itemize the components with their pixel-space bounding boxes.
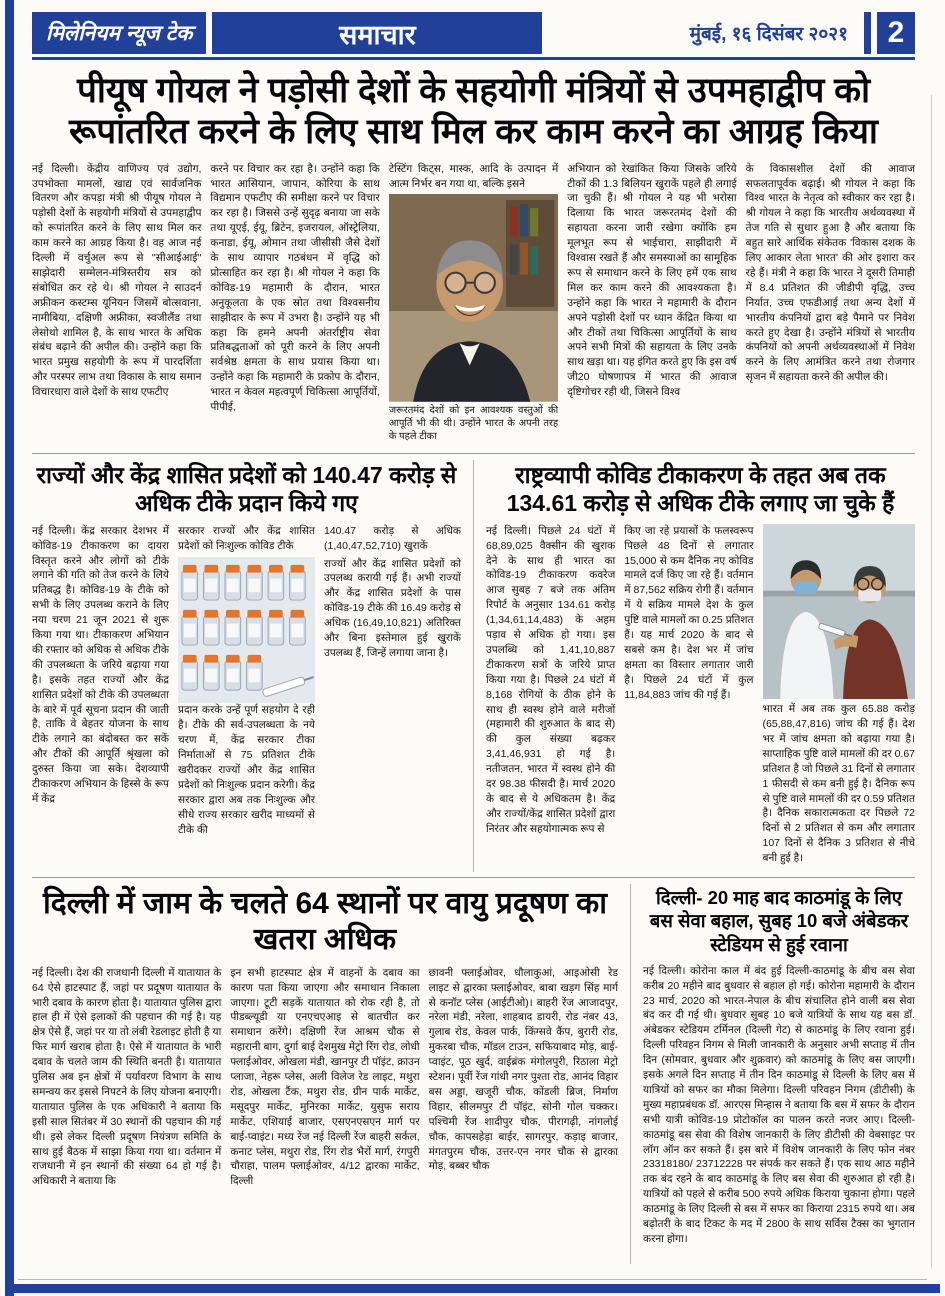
page-header <box>32 12 915 54</box>
supply-figures: 140.47 करोड़ से अधिक (1,40,47,52,710) खुराकें <box>324 524 461 552</box>
left-border-stripe <box>5 0 14 1296</box>
vertical-divider <box>473 460 474 872</box>
bottom-thin-rule <box>18 1279 927 1280</box>
lead-column-4: अभियान को रेखांकित किया जिसके जरिये टीकों की 1.3 बिलियन खुराकें पहले ही लगाई जा चुकी हैं। श्री गोयल ने यह भी भरोसा दिलाया कि भारत जरूरतमंद देशों की सहायता करना जारी रखेगा क्योंकि हम मूलभूत रूप से भाईचारा, साझीदारी में विश्वास रखते हैं और समस्याओं का सामूहिक रूप से समाधान करने के लिए हमें एक साथ मिल कर काम करने की आवश्यकता है। उन्होंने कहा कि भारत ने महामारी के दौरान अपने पड़ोसी देशों पर ध्यान केंद्रित किया था और टीकों तथा चिकित्सा आपूर्तियों के साथ अपने सभी मित्रों की सहायता के लिए उनके साथ खड़ा था। यह इंगित करते हुए कि इस वर्ष जी20 घोषणापत्र में भारत की आवाज दृष्टिगोचर रही थी, जिसने विश्व <box>567 162 737 399</box>
lead-headline: पीयूष गोयल ने पड़ोसी देशों के सहयोगी मंत्रियों से उपमहाद्वीप को रूपांतरित करने के लिए साथ मिल कर काम करने का आग्रह किया <box>69 71 878 152</box>
page-number-divider <box>864 12 871 54</box>
vaccine-supply-body <box>32 524 461 872</box>
piyush-goyal-photo <box>389 194 558 402</box>
middle-section <box>32 453 915 872</box>
right-edge-rule <box>931 95 932 1268</box>
coverage-column-2: किए जा रहे प्रयासों के फलस्वरूप पिछले 48 दिनों से लगातार 15,000 से कम दैनिक नए कोविड मामले दर्ज किए जा रहे हैं। वर्तमान में 87,562 सक्रिय रोगी हैं। वर्तमान में ये सक्रिय मामले देश के कुल पुष्टि वाले मामलों का 0.25 प्रतिशत हैं। यह मार्च 2020 के बाद से सबसे कम है। देश भर में जांच क्षमता का विस्तार लगातार जारी है। पिछले 24 घंटों में कुल 11,84,883 जांच की गई हैं। <box>624 524 754 701</box>
vaccination-coverage-body <box>486 524 915 872</box>
traffic-column-1: नई दिल्ली। देश की राजधानी दिल्ली में यातायात के 64 ऐसे हाटस्पाट हैं, जहां पर प्रदूषण यातायात के भारी दबाव के कारण होता है। यातायात पुलिस द्वारा हाल ही में ऐसे इलाकों की पहचान की गई है। यह क्षेत्र ऐसे हैं, जहां पर या तो लंबी रेडलाइट होती है या फिर मार्ग खराब होता है। ऐसे में यातायात के भारी दबाव के चलते जाम की स्थिति बनती है। यातायात पुलिस अब इन क्षेत्रों में पर्यावरण विभाग के साथ समन्वय कर इससे निपटने के लिए योजना बनाएगी। यातायात पुलिस के एक अधिकारी ने बताया कि इसी साल सितंबर में 30 स्थानों की पहचान की गई थी। इसे लेकर दिल्ली प्रदूषण नियंत्रण समिति के साथ हुई बैठक में साझा किया गया था। वर्तमान में राजधानी में इन स्थानों की संख्या 64 हो गई है। अधिकारी ने बताया कि <box>32 966 222 1188</box>
dateline: मुंबई, १६ दिसंबर २०२१ <box>689 24 848 45</box>
section-title: समाचार <box>212 12 542 54</box>
supply-column-3-bottom: राज्यों और केंद्र शासित प्रदेशों को उपलब्ध करायी गई हैं। अभी राज्यों और केंद्र शासित प्रदेशों के पास कोविड-19 टीके की 16.49 करोड़ से अधिक (16,49,10,821) अतिरिक्त और बिना इस्तेमाल हुई खुराकें उपलब्ध हैं, जिन्हें लगाया जाना है। <box>324 557 461 659</box>
bottom-section <box>32 877 915 1264</box>
coverage-column-1: नई दिल्ली। पिछले 24 घंटों में 68,89,025 वैक्सीन की खुराक देने के साथ ही भारत का कोविड-19 टीकाकरण कवरेज आज सुबह 7 बजे तक अंतिम रिपोर्ट के अनुसार 134.61 करोड़ (1,34,61,14,483) के अहम पड़ाव से अधिक हो गया। इस उपलब्धि को 1,41,10,887 टीकाकरण सत्रों के जरिये प्राप्त किया गया है। पिछले 24 घंटों में 8,168 रोगियों के ठीक होने के साथ ही स्वस्थ होने वाले मरीजों (महामारी की शुरुआत के बाद से) की कुल संख्या बढ़कर 3,41,46,931 हो गई है। नतीजतन, भारत में स्वस्थ होने की दर 98.38 फीसदी है। मार्च 2020 के बाद से ये अधिकतम है। केंद्र और राज्यों/केंद्र शासित प्रदेशों द्वारा निरंतर और सहयोगात्मक रूप से <box>486 524 616 835</box>
vaccine-supply-headline: राज्यों और केंद्र शासित प्रदेशों को 140.47 करोड़ से अधिक टीके प्रदान किये गए <box>36 461 457 516</box>
header-rule <box>32 57 915 60</box>
kathmandu-bus-article <box>643 884 915 1264</box>
kathmandu-bus-body: नई दिल्ली। कोरोना काल में बंद हुई दिल्ली-काठमांडू के बीच बस सेवा करीब 20 महीने बाद बुधवार से बहाल हो गई। कोरोना महामारी के दौरान 23 मार्च, 2020 को भारत-नेपाल के बीच संचालित होने वाली बस सेवा बंद कर दी गई थी। बुधवार सुबह 10 बजे यात्रियों के साथ यह बस डॉ. अंबेडकर स्टेडियम टर्मिनल (दिल्ली गेट) से काठमांडू के लिए रवाना हुई। दिल्ली परिवहन निगम से मिली जानकारी के अनुसार अभी सप्ताह में तीन दिन (सोमवार, बुधवार और शुक्रवार) को काठमांडू के लिए बस जाएगी। इसके अगले दिन सप्ताह में तीन दिन काठमांडू से दिल्ली के लिए बस में यात्रियों को सफर का मौका मिलेगा। दिल्ली परिवहन निगम (डीटीसी) के मुख्य महाप्रबंधक डॉ. आरएस मिन्हास ने बताया कि बस में सफर के दौरान सभी यात्री कोविड-19 प्रोटोकॉल का पालन करते नजर आए। दिल्ली-काठमांडू बस सेवा की विशेष जानकारी के लिए डीटीसी की वेबसाइट पर लॉग ऑन कर सकते हैं। इस बारे में विशेष जानकारी के लिए फोन नंबर 23318180/ 23712228 पर संपर्क कर सकते हैं। एक साथ आठ महीने तक बंद रहने के बाद काठमांडू के लिए बस सेवा की शुरुआत हो रही है। यात्रियों को पहले से करीब 500 रुपये अधिक किराया चुकाना होगा। पहले काठमांडू के लिए दिल्ली से बस में सफर का किराया 2315 रुपये था। अब बढ़ोतरी के बाद टिकट के मद में 2800 के साथ सर्विस टैक्स का भुगतान करना होगा। <box>643 964 915 1246</box>
lead-column-1: नई दिल्ली। केंद्रीय वाणिज्य एवं उद्योग, उपभोक्ता मामलों, खाद्य एवं सार्वजनिक वितरण और कपड़ा मंत्री श्री पीयूष गोयल ने पड़ोसी देशों के सहयोगी मंत्रियों से उपमहाद्वीप को रूपांतरित करने के लिए साथ मिल कर काम करने का आग्रह किया है। वह आज नई दिल्ली में वर्चुअल रूप से ''सीआईआई'' साझेदारी सम्मेलन-मंत्रिस्तरीय सत्र को संबोधित कर रहे थे। श्री गोयल ने साउदर्न अफ्रीकन कस्टम्स यूनियन जिसमें बोत्सवाना, नामीबिया, दक्षिणी अफ्रीका, स्वजीलैंड तथा लेसोथो शामिल है, के साथ भारत के अधिक संबंध बढ़ाने की अपील की। उन्होंने कहा कि भारत प्रमुख सहयोगी के रूप में पारदर्शिता और परस्पर लाभ तथा विकास के साथ समान विचारधारा वाले देशों के साथ एफटीए <box>32 162 202 399</box>
kathmandu-bus-headline: दिल्ली- 20 माह बाद काठमांडू के लिए बस सेवा बहाल, सुबह 10 बजे अंबेडकर स्टेडियम से हुई रवाना <box>649 886 909 956</box>
supply-column-2-top: सरकार राज्यों और केंद्र शासित प्रदेशों को निःशुल्क कोविड टीके <box>178 524 315 552</box>
traffic-pollution-body <box>32 966 618 1264</box>
lead-column-3-top-text: टेस्टिंग किट्स, मास्क, आदि के उत्पादन में आत्म निर्भर बन गया था, बल्कि इसने <box>388 162 559 190</box>
supply-column-1: नई दिल्ली। केंद्र सरकार देशभर में कोविड-19 टीकाकरण का दायरा विस्तृत करने और लोगों को टीके लगाने की गति को तेज करने के लिये प्रतिबद्ध है। कोविड-19 के टीके को सभी के लिए उपलब्ध कराने के लिए नया चरण 21 जून 2021 से शुरू किया गया था। टीकाकरण अभियान की रफ्तार को अधिक से अधिक टीके की उपलब्धता के जरिये बढ़ाया गया है। इसके तहत राज्यों और केंद्र शासित प्रदेशों को टीके की उपलब्धता के बारे में पूर्व सूचना प्रदान की जाती है, ताकि वे बेहतर योजना के साथ टीके लगाने का बंदोबस्त कर सकें और टीकों की आपूर्ति श्रृंखला को दुरुस्त किया जा सके। देशव्यापी टीकाकरण अभियान के हिस्से के रूप में केंद्र <box>32 524 169 805</box>
vaccination-coverage-headline: राष्ट्रव्यापी कोविड टीकाकरण के तहत अब तक 134.61 करोड़ से अधिक टीके लगाए जा चुके हैं <box>506 461 895 516</box>
vertical-divider <box>630 884 631 1264</box>
page-number: 2 <box>877 12 915 54</box>
bottom-border-stripe <box>5 1284 940 1293</box>
vaccine-vials-photo <box>178 557 315 704</box>
supply-column-2 <box>178 524 315 872</box>
lead-column-2: करने पर विचार कर रहा है। उन्होंने कहा कि भारत आसियान, जापान, कोरिया के साथ विद्यमान एफटीए की समीक्षा करने पर विचार कर रहा है। जिससे उन्हें सुदृढ़ बनाया जा सके तथा यूएई, ईयू, ब्रिटेन, इजरायल, ऑस्ट्रेलिया, कनाडा, ईयू, ओमान तथा जीसीसी जैसे देशों के साथ व्यापार गठबंधन में वृद्धि को प्रोत्साहित कर रहा है। श्री गोयल ने कहा कि कोविड-19 महामारी के दौरान, भारत अनुकूलता के एक स्रोत तथा विश्वसनीय साझीदार के रूप में उभरा है। उन्होंने यह भी कहा कि हमने अपनी अंतर्राष्ट्रीय सेवा प्रतिबद्धताओं को पूरी करने के लिए अपनी सर्वश्रेष्ठ क्षमता के साथ प्रयास किया था। उन्होंने कहा कि महामारी के प्रकोप के दौरान, भारत न केवल महत्वपूर्ण चिकित्सा आपूर्तियों, पीपीई, <box>210 162 380 414</box>
supply-column-3 <box>324 524 461 872</box>
lead-column-5: के विकासशील देशों की आवाज सफलतापूर्वक बढ़ाई। श्री गोयल ने कहा कि विश्व भारत के नेतृत्व को स्वीकार कर रहा है। श्री गोयल ने कहा कि भारतीय अर्थव्यवस्था में तेज गति से सुधार हुआ है और बताया कि बहुत सारे आर्थिक संकेतक 'विकास दशक के लिए आकार लेता भारत' की ओर इशारा कर रहे हैं। मंत्री ने कहा कि भारत ने दूसरी तिमाही में 8.4 प्रतिशत की जीडीपी वृद्धि, उच्च निर्यात, उच्च एफडीआई तथा अन्य देशों में भारतीय कंपनियों द्वारा बड़े पैमाने पर निवेश करते हुए देखा है। उन्होंने मंत्रियों से भारतीय कंपनियों को अपनी अर्थव्यवस्थाओं में निवेश करने के लिए आमंत्रित करने तथा रोजगार सृजन में सहायता करने की अपील की। <box>745 162 915 384</box>
lead-photo-caption: जरूरतमंद देशों को इन आवश्यक वस्तुओं की आपूर्ति भी की थी। उन्होंने भारत के अपनी तरह के पहले टीका <box>388 405 559 442</box>
page-content <box>32 12 915 1264</box>
vaccination-session-photo <box>763 524 916 699</box>
traffic-pollution-headline: दिल्ली में जाम के चलते 64 स्थानों पर वायु प्रदूषण का खतरा अधिक <box>43 886 607 956</box>
lead-column-3 <box>389 162 558 448</box>
newspaper-name: मिलेनियम न्यूज टेक <box>32 12 206 54</box>
traffic-pollution-article <box>32 884 618 1264</box>
vaccine-supply-article <box>32 460 461 872</box>
traffic-column-2: इन सभी हाटस्पाट क्षेत्र में वाहनों के दबाव का कारण पता किया जाएगा और समाधान निकाला जाएगा। टूटी सड़कें यातायात को रोक रही है, तो पीडब्ल्यूडी या एनएचएआइ से बातचीत कर समाधान करेंगे। दक्षिणी रेंज आश्रम चौक से महारानी बाग, दुर्गा बाई देशमुख मेट्रो रिंग रोड, लोधी फ्लाईओवर, ओखला मंडी, खानपुर टी पॉइंट, क्राउन प्लाजा, नेहरू प्लेस, अली विलेज रेड लाइट, मथुरा रोड, ओखला टैंक, मथुरा रोड, ग्रीन पार्क मार्केट, मसूदपुर मार्केट, मुनिरका मार्केट, युसुफ सराय मार्केट, एशियाई बाजार, एसएनएसएन मार्ग पर बाई-प्वाइंट। मध्य रेंज नई दिल्ली रेंज बाहरी सर्कल, कनाट प्लेस, मथुरा रोड, रिंग रोड भैरों मार्ग, रंगपुरी चौराहा, पालम फ्लाईओवर, 4/12 द्वारका मार्केट, दिल्ली <box>230 966 420 1188</box>
coverage-column-3 <box>763 524 916 872</box>
traffic-column-3: छावनी फ्लाईओवर, धौलाकुआं, आइओसी रेड लाइट से द्वारका फ्लाईओवर, बाबा खड़ग सिंह मार्ग से कनॉट प्लेस (आईटीओ)। बाहरी रेंज आजादपुर, नरेला मंडी, नरेला, शाहबाद डायरी, रोड नंबर 43, गुलाब रोड, केवल पार्क, किंग्सवे कैंप, बुरारी रोड, मुकरबा चौक, मॉडल टाउन, सफियाबाद मोड़, बाई-प्वाइंट, पूठ खुर्द, वाईब्रंक मंगोलपुरी, रिठाला मेट्रो स्टेशन। पूर्वी रेंज गांधी नगर पुश्ता रोड, आनंद विहार बस अड्डा, खजूरी चौक, कोंडली ब्रिज, निर्माण विहार, सीलमपुर टी पॉइंट, सोनी गोल चक्कर। पश्चिमी रेंज शादीपुर चौक, पीरागढ़ी, नांगलोई चौक, कापसहेड़ा बाईर, सागरपुर, कड़ाइ बाजार, मंगतपुरम चौक, उत्तर-एन नगर चौक से द्वारका मोड़, बब्बर चौक <box>428 966 618 1173</box>
lead-article <box>32 162 915 448</box>
coverage-column-3-text: भारत में अब तक कुल 65.88 करोड़ (65,88,47,816) जांच की गई हैं। देश भर में जांच क्षमता को बढ़ाया गया है। साप्ताहिक पुष्टि वाले मामलों की दर 0.67 प्रतिशत है जो पिछले 31 दिनों से लगातार 1 फीसदी से कम बनी हुई है। दैनिक रूप से पुष्टि वाले मामलों की दर 0.59 प्रतिशत है। दैनिक सकारात्मकता दर पिछले 72 दिनों से 2 प्रतिशत से कम और लगातार 107 दिनों से दैनिक 3 प्रतिशत से नीचे बनी हुई है। <box>762 703 915 865</box>
supply-column-2-bottom: प्रदान करके उन्हें पूर्ण सहयोग दे रही है। टीके की सर्व-उपलब्धता के नये चरण में, केंद्र सरकार टीका निर्माताओं से 75 प्रतिशत टीके खरीदकर राज्यों और केंद्र शासित प्रदेशों को निःशुल्क प्रदान करेगी। केंद्र सरकार द्वारा अब तक निःशुल्क और सीधे राज्य सरकार खरीद माध्यमों से टीके की <box>178 704 315 836</box>
vaccination-coverage-article <box>486 460 915 872</box>
